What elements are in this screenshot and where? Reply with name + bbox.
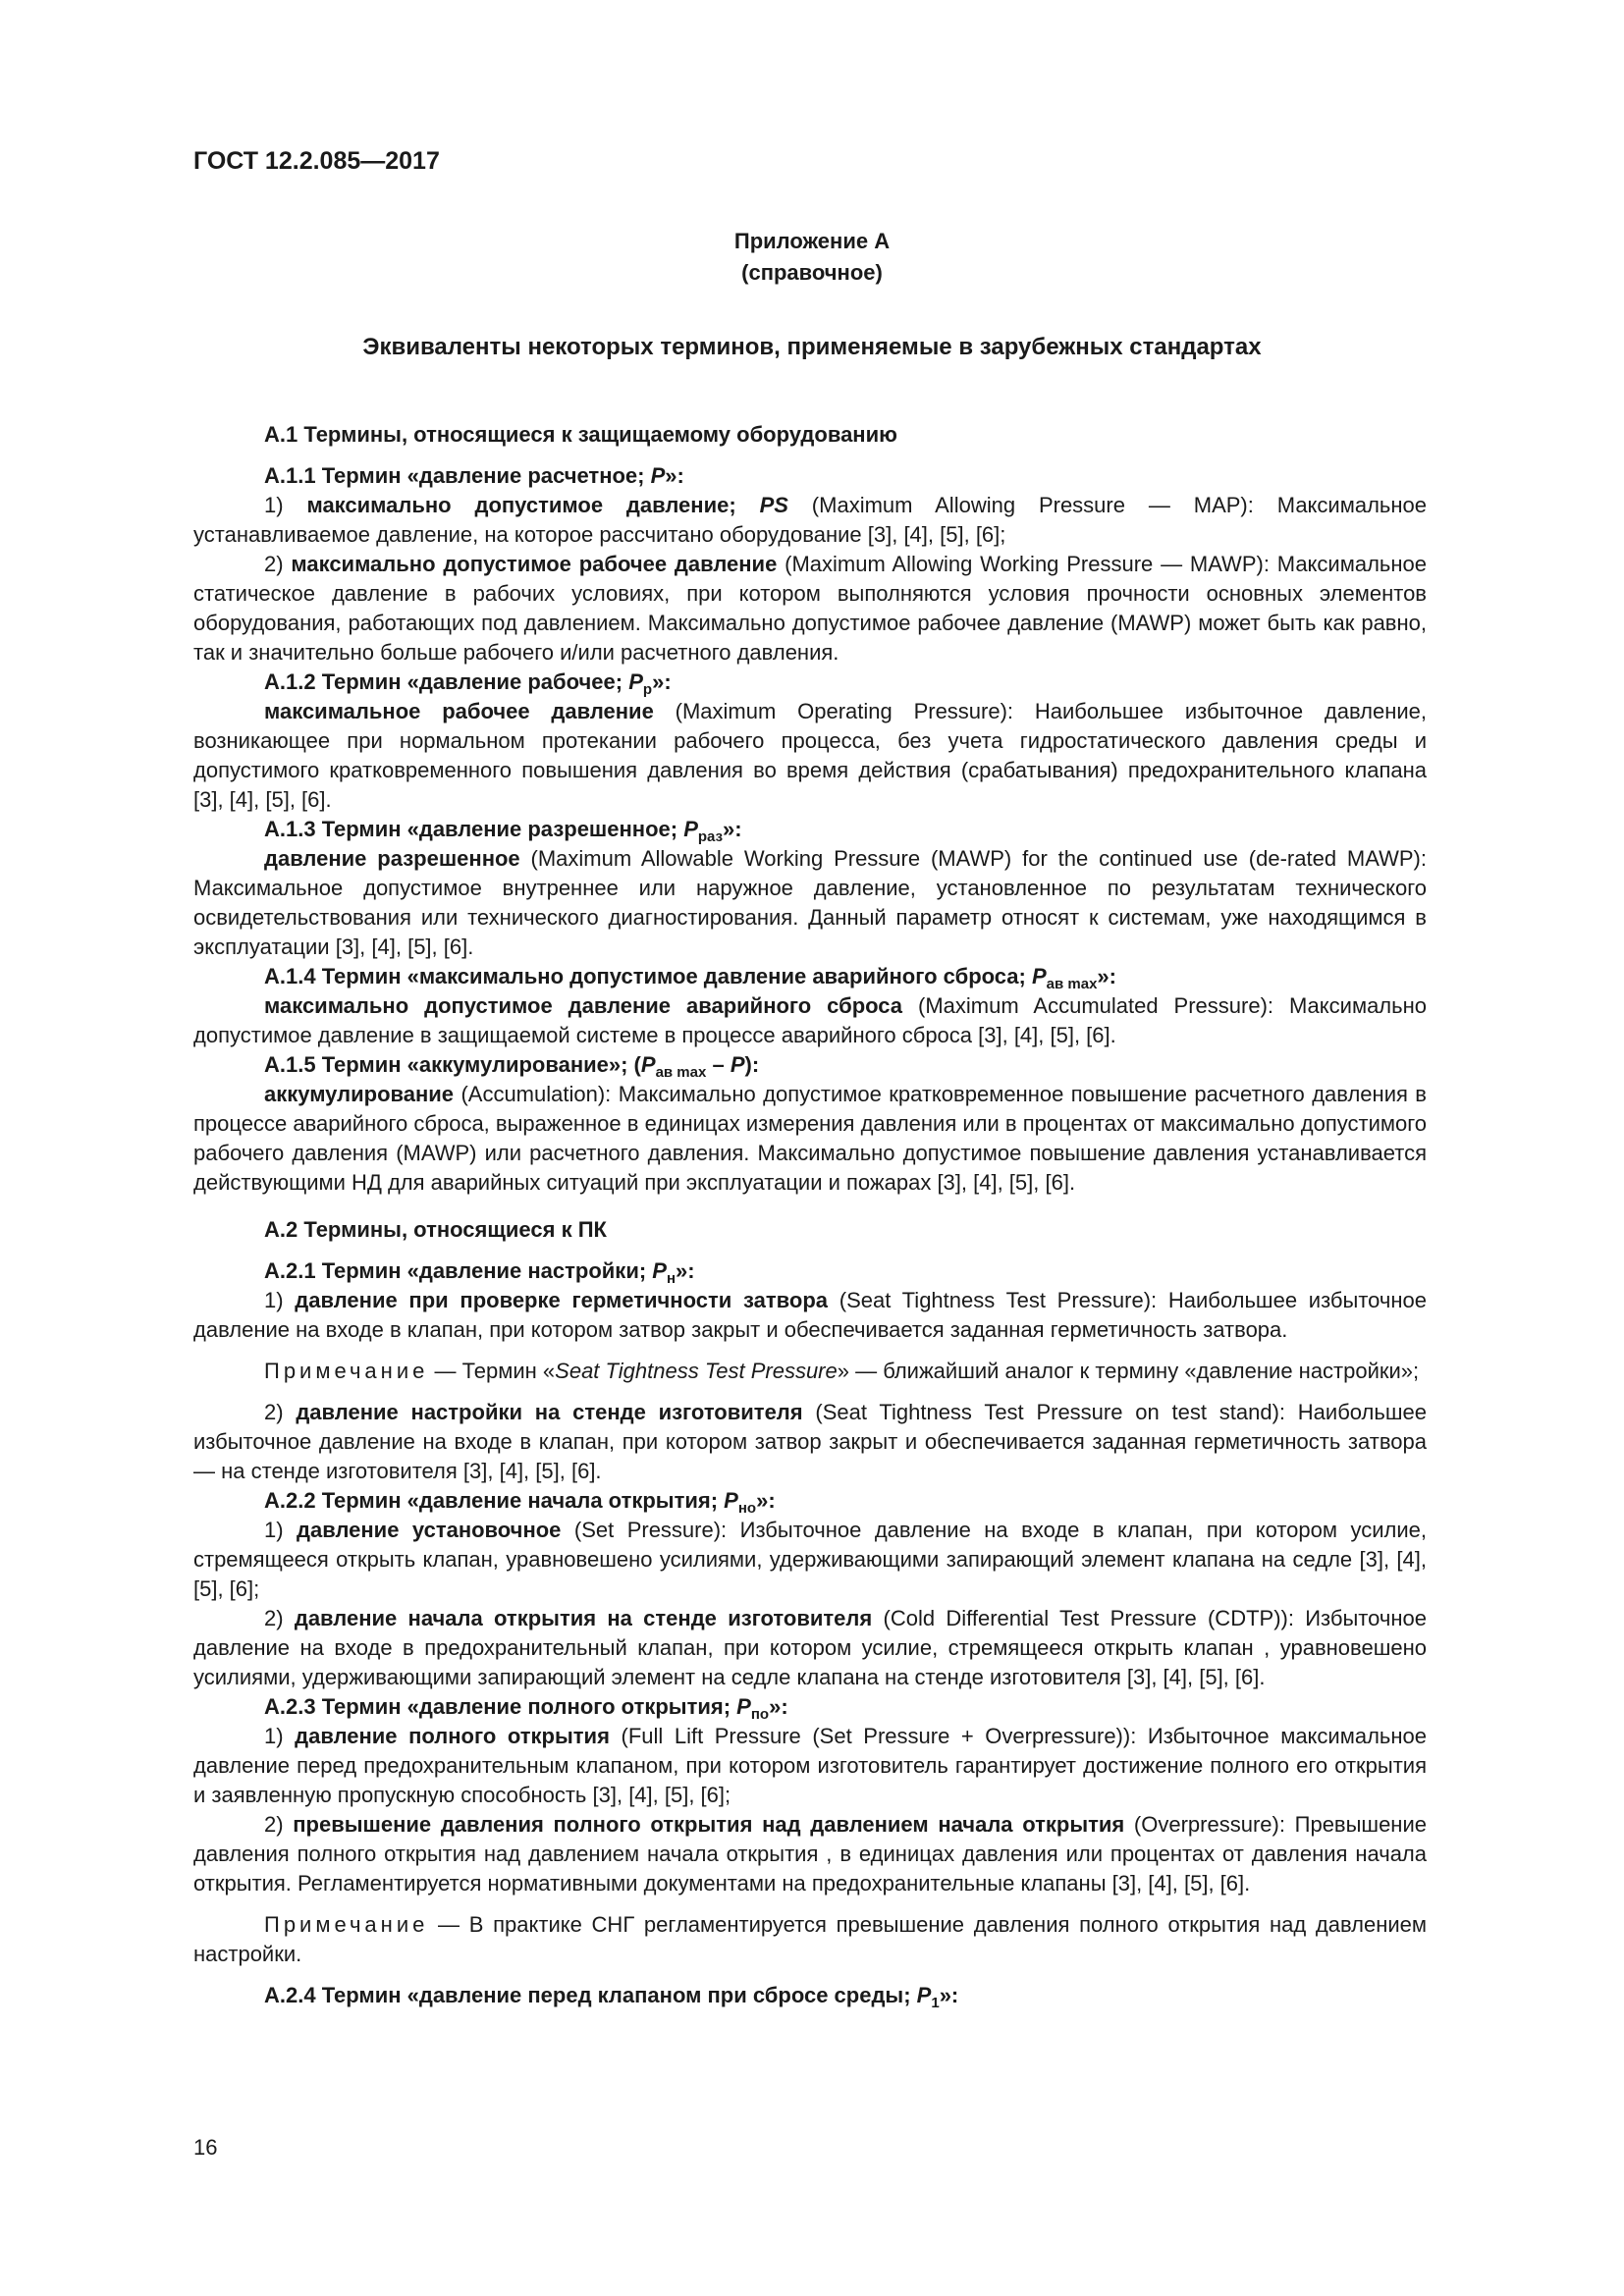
term-paragraph: 1) давление установочное (Set Pressure): Избыточное давление на входе в клапан, при котором усилие, стремящееся открыть клапан, уравновешено усилиями, удерживающими запирающий элемент клапана на седле [3], [4], [5], [6]; (193, 1518, 1427, 1601)
term-paragraph: 2) максимально допустимое рабочее давление (Maximum Allowing Working Pressure — MAWP): Максимальное статическое давление в рабочих условиях, при котором выполняются условия прочности основных элементов оборудования, работающих под давлением. Максимально допустимое рабочее давление (MAWP) может быть как равно, так и значительно больше рабочего и/или расчетного давления. (193, 552, 1427, 665)
term-heading-a14: А.1.4 Термин «максимально допустимое давление аварийного сброса; $P_{ав max}$»: (264, 964, 1116, 992)
term-paragraph: 2) давление настройки на стенде изготовителя (Seat Tightness Test Pressure on test stand): Наибольшее избыточное давление на входе в клапан, при котором затвор закрыт и обеспечивается заданная герметичность затвора — на стенде изготовителя [3], [4], [5], [6]. (193, 1400, 1427, 1483)
term-paragraph: 1) давление при проверке герметичности затвора (Seat Tightness Test Pressure): Наибольшее избыточное давление на входе в клапан, при котором затвор закрыт и обеспечивается заданная герметичность затвора. (193, 1288, 1427, 1342)
term-heading-a13: А.1.3 Термин «давление разрешенное; $P_{раз}$»: (264, 817, 742, 845)
term-paragraph: 2) превышение давления полного открытия над давлением начала открытия (Overpressure): Превышение давления полного открытия над давлением начала открытия , в единицах давления или процентах от давления начала открытия. Регламентируется нормативными документами на предохранительные клапаны [3], [4], [5], [6]. (193, 1812, 1427, 1896)
term-heading-a15: А.1.5 Термин «аккумулирование»; $(P_{ав max} - P)$: (264, 1052, 760, 1081)
term-paragraph: аккумулирование (Accumulation): Максимально допустимое кратковременное повышение расчетного давления в процессе аварийного сброса, выраженное в единицах измерения давления или в процентах от максимально допустимого рабочего давления (MAWP) или расчетного давления. Максимально допустимое повышение давления устанавливается действующими НД для аварийных ситуаций при эксплуатации и пожарах [3], [4], [5], [6]. (193, 1082, 1427, 1195)
appendix-kind: (справочное) (741, 260, 883, 285)
page-number: 16 (193, 2135, 218, 2160)
term-paragraph: 2) давление начала открытия на стенде изготовителя (Cold Differential Test Pressure (CDTP)): Избыточное давление на входе в предохранительный клапан, при котором усилие, стремящееся открыть клапан , уравновешено усилиями, удерживающими запирающий элемент на седле клапана на стенде изготовителя [3], [4], [5], [6]. (193, 1606, 1427, 1689)
note-paragraph: Примечание — Термин «Seat Tightness Test Pressure» — ближайший аналог к термину «давление настройки»; (264, 1359, 1420, 1383)
appendix-title: Приложение А (733, 229, 891, 253)
section-heading-a1: А.1 Термины, относящиеся к защищаемому оборудованию (264, 422, 897, 447)
section-heading-a2: А.2 Термины, относящиеся к ПК (264, 1217, 607, 1242)
note-paragraph: Примечание — В практике СНГ регламентируется превышение давления полного открытия над давлением настройки. (193, 1912, 1427, 1966)
term-paragraph: максимальное рабочее давление (Maximum Operating Pressure): Наибольшее избыточное давление, возникающее при нормальном протекании рабочего процесса, без учета гидростатического давления среды и допустимого кратковременного повышения давления во время действия (срабатывания) предохранительного клапана [3], [4], [5], [6]. (193, 699, 1427, 812)
term-paragraph: 1) давление полного открытия (Full Lift Pressure (Set Pressure + Overpressure)): Избыточное максимальное давление перед предохранительным клапаном, при котором изготовитель гарантирует достижение полного его открытия и заявленную пропускную способность [3], [4], [5], [6]; (193, 1724, 1427, 1807)
term-paragraph: максимально допустимое давление аварийного сброса (Maximum Accumulated Pressure): Максимально допустимое давление в защищаемой системе в процессе аварийного сброса [3], [4], [5], [6]. (193, 993, 1427, 1047)
term-heading-a24: А.2.4 Термин «давление перед клапаном при сбросе среды; $P_1$»: (264, 1983, 959, 2011)
term-heading-a21: А.2.1 Термин «давление настройки; $P_н$»: (264, 1258, 695, 1287)
term-paragraph: 1) максимально допустимое давление; PS (Maximum Allowing Pressure — MAP): Максимальное устанавливаемое давление, на которое рассчитано оборудование [3], [4], [5], [6]; (193, 493, 1427, 547)
document-body (193, 420, 1427, 2010)
appendix-heading (0, 226, 1624, 289)
term-heading-a11: А.1.1 Термин «давление расчетное; P»: (264, 463, 684, 488)
standard-number: ГОСТ 12.2.085—2017 (193, 147, 440, 175)
term-paragraph: давление разрешенное (Maximum Allowable Working Pressure (MAWP) for the continued use (de-rated MAWP): Максимальное допустимое внутреннее или наружное давление, установленное по результатам технического освидетельствования или технического диагностирования. Данный параметр относят к системам, уже находящимся в эксплуатации [3], [4], [5], [6]. (193, 846, 1427, 959)
document-title: Эквиваленты некоторых терминов, применяемые в зарубежных стандартах (362, 334, 1262, 360)
term-heading-a23: А.2.3 Термин «давление полного открытия; $P_{по}$»: (264, 1694, 788, 1723)
term-heading-a22: А.2.2 Термин «давление начала открытия; $P_{но}$»: (264, 1488, 776, 1517)
term-heading-a12: А.1.2 Термин «давление рабочее; $P_р$»: (264, 669, 672, 698)
